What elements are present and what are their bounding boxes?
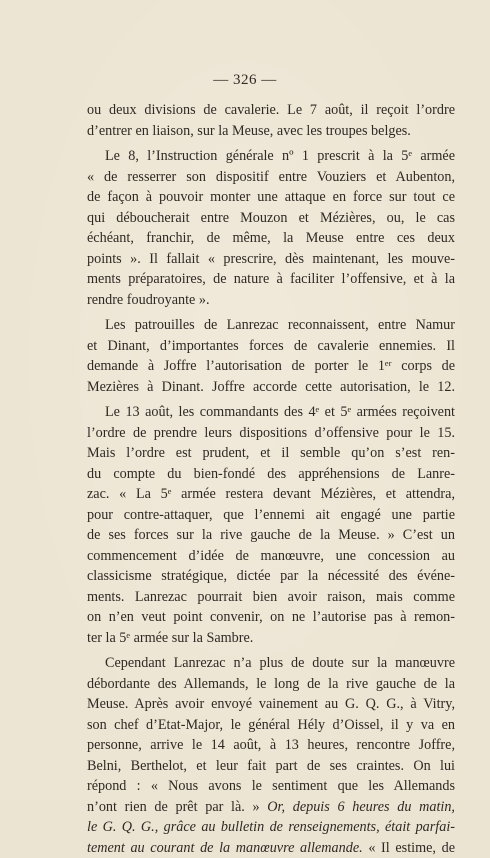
text-line: personne, arrive le 14 août, à 13 heures, rencontre Joffre, [87,735,455,756]
text-line: classicisme stratégique, dictée par la nécessité des événe- [87,566,455,587]
text-line: Cependant Lanrezac n’a plus de doute sur la manœuvre [87,653,455,674]
text-line: l’ordre de prendre leurs dispositions d’offensive pour le 15. [87,423,455,444]
text-line: Belni, Berthelot, et leur fait part de ses craintes. On lui [87,756,455,777]
text-line: de façon à pouvoir monter une attaque en force sur tout ce [87,187,455,208]
text-line: ter la 5ᵉ armée sur la Sambre. [87,628,455,649]
text-line: échéant, franchir, de même, la Meuse entre ces deux [87,228,455,249]
text-line: son chef d’Etat-Major, le général Hély d’Oissel, il y va en [87,715,455,736]
text-line: Meuse. Après avoir envoyé vainement au G. Q. G., à Vitry, [87,694,455,715]
text-line: commencement d’idée de manœuvre, une concession au [87,546,455,567]
text-line: Mais l’ordre est prudent, et il semble qu’on s’est ren- [87,443,455,464]
italic-text: Or, depuis 6 heures du matin, [267,799,455,815]
text-line: débordante des Allemands, le long de la rive gauche de la [87,674,455,695]
text-line: répond : « Nous avons le sentiment que les Allemands [87,776,455,797]
text-line: points ». Il fallait « prescrire, dès maintenant, les mouve- [87,249,455,270]
text-line: ments préparatoires, de nature à faciliter l’offensive, et à la [87,269,455,290]
text-line: Les patrouilles de Lanrezac reconnaissent, entre Namur [87,315,455,336]
text-line: d’entrer en liaison, sur la Meuse, avec les troupes belges. [87,121,455,142]
text-line: Le 13 août, les commandants des 4ᵉ et 5ᵉ armées reçoivent [87,402,455,423]
text-line: Le 8, l’Instruction générale nº 1 prescrit à la 5ᵉ armée [87,146,455,167]
text-line: du compte du bien-fondé des appréhensions de Lanre- [87,464,455,485]
text-line: on n’en veut point convenir, on ne l’autorise pas à remon- [87,607,455,628]
text-line: et Dinant, d’importantes forces de cavalerie ennemies. Il [87,336,455,357]
italic-text: le G. Q. G., grâce au bulletin de renseignements, était parfai- [87,819,455,835]
text-line: ou deux divisions de cavalerie. Le 7 août, il reçoit l’ordre [87,100,455,121]
page-number: — 326 — [0,72,490,89]
text-line: qui déboucherait entre Mouzon et Mézières, ou, le cas [87,208,455,229]
text-line: rendre foudroyante ». [87,290,455,311]
text-line: n’ont rien de prêt par là. » Or, depuis 6 heures du matin, [87,797,455,818]
text-line: ments. Lanrezac pourrait bien avoir raison, mais comme [87,587,455,608]
text-line: demande à Joffre l’autorisation de porter le 1ᵉʳ corps de [87,356,455,377]
body-text [87,100,455,858]
text-line: Mezières à Dinant. Joffre accorde cette autorisation, le 12. [87,377,455,398]
text-line: de ses forces sur la rive gauche de la Meuse. » C’est un [87,525,455,546]
text-line [87,817,455,838]
italic-text: tement au courant de la manœuvre allemande. [87,840,363,856]
text-line: « de resserrer son dispositif entre Vouziers et Aubenton, [87,167,455,188]
text-line: zac. « La 5ᵉ armée restera devant Mézières, et attendra, [87,484,455,505]
text-line: tement au courant de la manœuvre allemande. « Il estime, de [87,838,455,858]
text-line: pour contre-attaquer, que l’ennemi ait engagé une partie [87,505,455,526]
